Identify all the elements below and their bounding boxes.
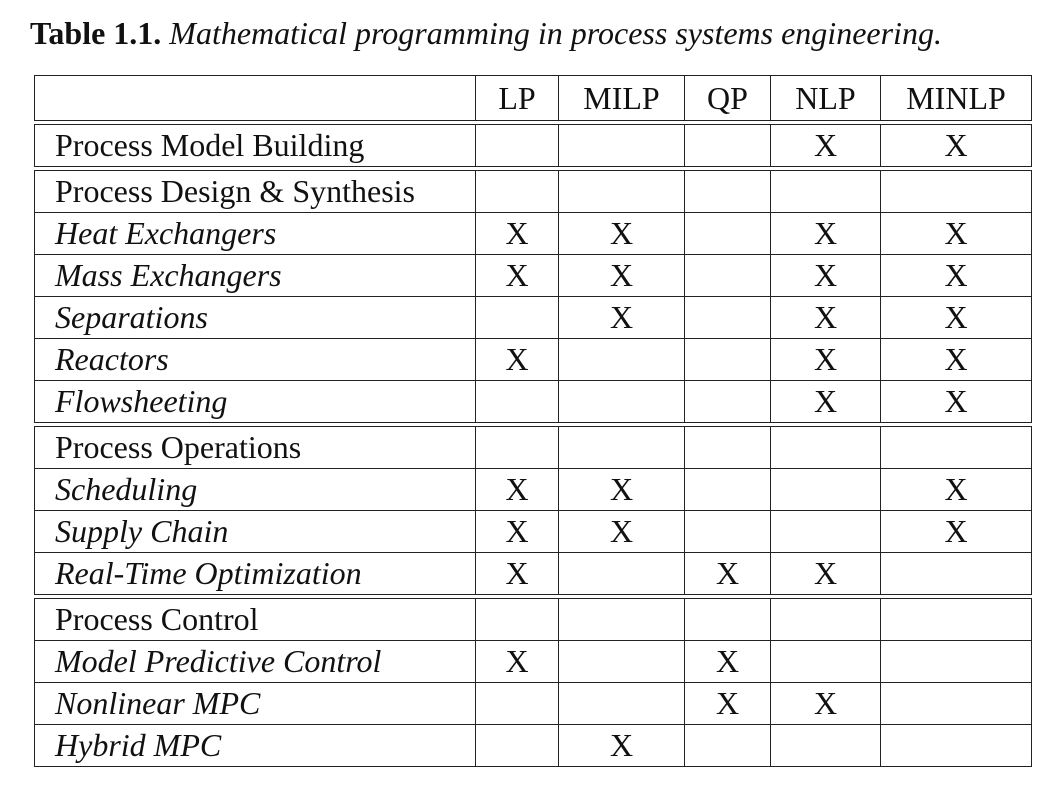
mark-cell: X (685, 683, 771, 725)
mark-cell (559, 683, 685, 725)
mark-cell (771, 641, 881, 683)
mark-cell: X (771, 255, 881, 297)
mark-cell: X (881, 125, 1032, 167)
mark-cell (476, 171, 559, 213)
table-row (35, 553, 1032, 595)
mark-cell (771, 725, 881, 767)
mark-cell (476, 599, 559, 641)
column-header: LP (476, 76, 559, 121)
mark-cell (476, 427, 559, 469)
mark-cell: X (881, 469, 1032, 511)
table-row (35, 683, 1032, 725)
group-name-cell: Process Design & Synthesis (35, 171, 476, 213)
mark-cell (559, 599, 685, 641)
row-label-cell: Supply Chain (35, 511, 476, 553)
table-row (35, 381, 1032, 423)
caption-title: Mathematical programming in process systems engineering. (169, 15, 942, 51)
row-label-cell: Nonlinear MPC (35, 683, 476, 725)
methods-table (34, 75, 1032, 767)
column-header: MILP (559, 76, 685, 121)
row-label-cell: Mass Exchangers (35, 255, 476, 297)
column-header: NLP (771, 76, 881, 121)
mark-cell (476, 683, 559, 725)
mark-cell (476, 381, 559, 423)
caption-label: Table 1.1. (30, 15, 162, 51)
mark-cell (685, 255, 771, 297)
table-row (35, 725, 1032, 767)
mark-cell: X (559, 469, 685, 511)
table-header-row (35, 76, 1032, 121)
mark-cell: X (771, 125, 881, 167)
mark-cell (881, 553, 1032, 595)
mark-cell (685, 725, 771, 767)
mark-cell: X (771, 683, 881, 725)
table-row (35, 641, 1032, 683)
mark-cell: X (771, 297, 881, 339)
group-header-row (35, 125, 1032, 167)
mark-cell (476, 297, 559, 339)
mark-cell (881, 641, 1032, 683)
row-label-cell: Scheduling (35, 469, 476, 511)
mark-cell (881, 683, 1032, 725)
table-row (35, 469, 1032, 511)
table-row (35, 511, 1032, 553)
group-header-row (35, 427, 1032, 469)
mark-cell (685, 213, 771, 255)
row-label-cell: Separations (35, 297, 476, 339)
mark-cell (559, 427, 685, 469)
mark-cell (559, 339, 685, 381)
column-header: MINLP (881, 76, 1032, 121)
mark-cell (771, 171, 881, 213)
header-corner-cell (35, 76, 476, 121)
mark-cell (559, 553, 685, 595)
mark-cell (881, 171, 1032, 213)
mark-cell (771, 511, 881, 553)
table-caption (30, 14, 1040, 52)
mark-cell (685, 381, 771, 423)
mark-cell (771, 469, 881, 511)
mark-cell: X (881, 213, 1032, 255)
mark-cell: X (771, 381, 881, 423)
mark-cell (881, 599, 1032, 641)
mark-cell: X (559, 725, 685, 767)
mark-cell: X (559, 511, 685, 553)
mark-cell: X (771, 339, 881, 381)
table-body (35, 76, 1032, 767)
row-label-cell: Heat Exchangers (35, 213, 476, 255)
mark-cell: X (559, 213, 685, 255)
group-header-row (35, 599, 1032, 641)
mark-cell: X (771, 213, 881, 255)
mark-cell: X (685, 553, 771, 595)
row-label-cell: Model Predictive Control (35, 641, 476, 683)
group-name-cell: Process Operations (35, 427, 476, 469)
mark-cell: X (685, 641, 771, 683)
mark-cell: X (476, 511, 559, 553)
mark-cell: X (881, 255, 1032, 297)
row-label-cell: Flowsheeting (35, 381, 476, 423)
table-row (35, 297, 1032, 339)
mark-cell (881, 725, 1032, 767)
table-row (35, 339, 1032, 381)
row-label-cell: Reactors (35, 339, 476, 381)
mark-cell: X (476, 641, 559, 683)
mark-cell (881, 427, 1032, 469)
table-row (35, 255, 1032, 297)
mark-cell (559, 381, 685, 423)
mark-cell: X (559, 255, 685, 297)
mark-cell: X (559, 297, 685, 339)
group-name-cell: Process Control (35, 599, 476, 641)
mark-cell (771, 599, 881, 641)
mark-cell (476, 125, 559, 167)
column-header: QP (685, 76, 771, 121)
row-label-cell: Real-Time Optimization (35, 553, 476, 595)
mark-cell: X (476, 553, 559, 595)
mark-cell: X (476, 339, 559, 381)
mark-cell (685, 171, 771, 213)
mark-cell: X (881, 511, 1032, 553)
mark-cell (476, 725, 559, 767)
mark-cell: X (771, 553, 881, 595)
mark-cell (685, 339, 771, 381)
mark-cell (685, 427, 771, 469)
mark-cell (559, 125, 685, 167)
mark-cell (559, 641, 685, 683)
mark-cell (685, 125, 771, 167)
mark-cell: X (476, 469, 559, 511)
mark-cell (685, 599, 771, 641)
mark-cell (685, 297, 771, 339)
mark-cell (685, 469, 771, 511)
mark-cell: X (881, 297, 1032, 339)
group-header-row (35, 171, 1032, 213)
mark-cell: X (881, 381, 1032, 423)
row-label-cell: Hybrid MPC (35, 725, 476, 767)
group-name-cell: Process Model Building (35, 125, 476, 167)
mark-cell: X (476, 213, 559, 255)
mark-cell: X (476, 255, 559, 297)
mark-cell: X (881, 339, 1032, 381)
mark-cell (685, 511, 771, 553)
table-row (35, 213, 1032, 255)
mark-cell (559, 171, 685, 213)
mark-cell (771, 427, 881, 469)
